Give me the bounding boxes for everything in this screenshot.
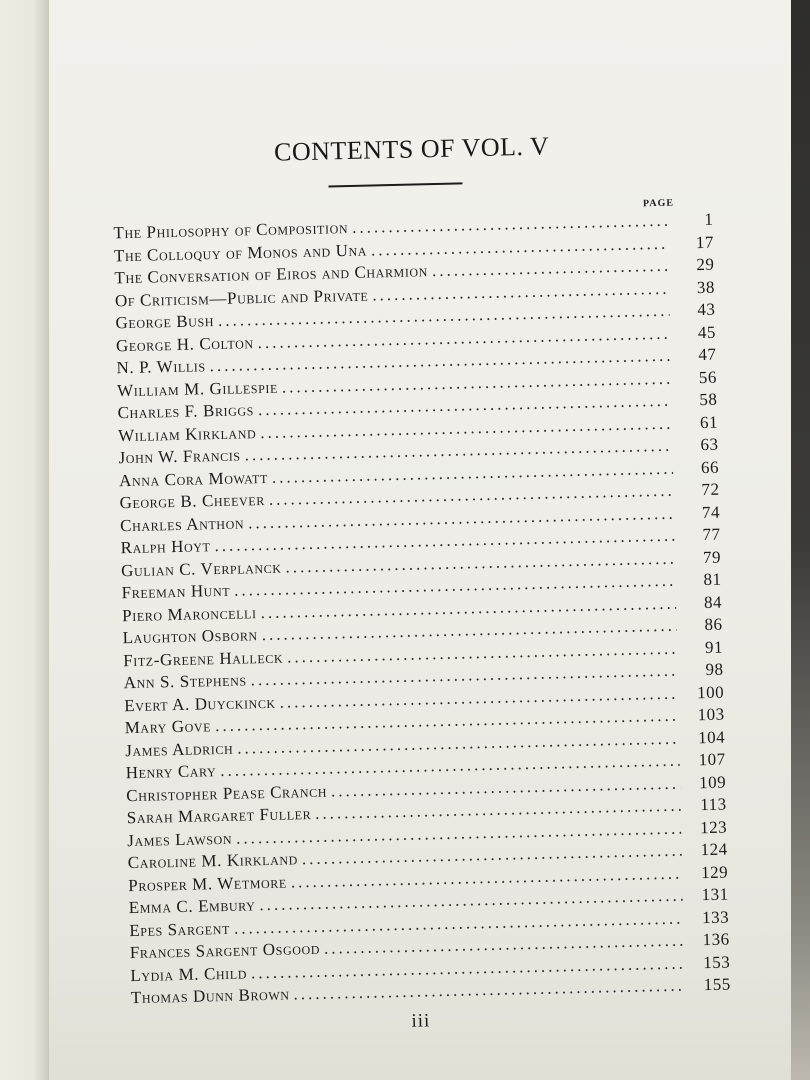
entry-page-number: 56 xyxy=(698,367,718,387)
entry-title: Anna Cora Mowatt xyxy=(118,467,269,490)
entry-title: Charles Anthon xyxy=(119,512,245,535)
entry-title: George B. Cheever xyxy=(119,489,266,513)
entry-title: The Colloquy of Monos and Una xyxy=(113,240,368,265)
entry-page-number: 133 xyxy=(701,907,730,927)
entry-page-number: 131 xyxy=(701,884,729,905)
entry-page-number: 91 xyxy=(704,637,724,657)
entry-title: William Kirkland xyxy=(117,422,257,445)
entry-title: William M. Gillespie xyxy=(116,377,279,400)
entry-title: Ralph Hoyt xyxy=(120,536,211,558)
entry-title: Piero Maroncelli xyxy=(121,602,257,625)
entry-title: Sarah Margaret Fuller xyxy=(126,804,312,828)
page-content xyxy=(108,0,732,1080)
entry-page-number: 45 xyxy=(697,322,717,342)
entry-title: John W. Francis xyxy=(118,445,241,468)
page-column-header: PAGE xyxy=(642,197,675,210)
entry-page-number: 58 xyxy=(699,389,718,410)
page-title: CONTENTS OF VOL. V xyxy=(273,131,550,167)
entry-title: George H. Colton xyxy=(115,332,254,355)
contents-list xyxy=(113,210,731,1011)
facing-page-edge xyxy=(0,0,48,1080)
entry-title: N. P. Willis xyxy=(116,356,206,378)
entry-page-number: 109 xyxy=(698,772,727,792)
entry-page-number: 124 xyxy=(700,839,728,860)
entry-page-number: 77 xyxy=(702,524,721,545)
entry-title: The Conversation of Eiros and Charmion xyxy=(114,261,429,288)
entry-title: Fitz-Greene Halleck xyxy=(122,647,284,670)
entry-title: Charles F. Briggs xyxy=(117,400,255,423)
entry-page-number: 129 xyxy=(700,862,729,882)
entry-title: Thomas Dunn Brown xyxy=(130,984,290,1008)
entry-page-number: 17 xyxy=(695,232,715,252)
entry-page-number: 72 xyxy=(701,479,720,500)
entry-page-number: 123 xyxy=(699,817,728,837)
entry-page-number: 79 xyxy=(702,547,722,567)
entry-title: Laughton Osborn xyxy=(122,625,258,648)
entry-title: James Lawson xyxy=(127,828,233,850)
entry-title: Frances Sargent Osgood xyxy=(129,938,321,963)
entry-title: Of Criticism—Public and Private xyxy=(114,285,369,310)
entry-title: Mary Gove xyxy=(124,716,212,738)
entry-title: James Aldrich xyxy=(125,738,234,760)
entry-page-number: 104 xyxy=(697,727,726,747)
entry-page-number: 86 xyxy=(704,614,723,635)
entry-title: George Bush xyxy=(115,311,215,333)
entry-title: Henry Cary xyxy=(125,761,217,783)
book-page xyxy=(48,0,791,1080)
entry-page-number: 29 xyxy=(696,254,715,275)
title-rule xyxy=(328,182,462,187)
entry-title: Ann S. Stephens xyxy=(123,670,247,693)
entry-page-number: 113 xyxy=(700,794,727,815)
entry-title: The Philosophy of Composition xyxy=(113,218,349,243)
dot-leader xyxy=(432,256,669,281)
entry-page-number: 66 xyxy=(700,457,720,477)
entry-page-number: 136 xyxy=(702,929,730,950)
entry-page-number: 100 xyxy=(696,682,725,702)
entry-page-number: 103 xyxy=(697,704,725,725)
entry-title: Prosper M. Wetmore xyxy=(128,872,288,895)
entry-page-number: 1 xyxy=(704,209,714,229)
entry-page-number: 43 xyxy=(697,299,716,320)
page-folio: iii xyxy=(411,1010,431,1032)
entry-title: Lydia M. Child xyxy=(130,963,248,985)
entry-page-number: 98 xyxy=(705,659,724,680)
entry-title: Evert A. Duyckinck xyxy=(123,692,276,715)
entry-page-number: 74 xyxy=(701,502,721,522)
entry-page-number: 63 xyxy=(700,434,719,455)
entry-title: Epes Sargent xyxy=(129,918,231,940)
entry-title: Freeman Hunt xyxy=(121,580,231,603)
entry-page-number: 38 xyxy=(696,277,716,297)
entry-page-number: 84 xyxy=(703,592,723,612)
entry-title: Christopher Pease Cranch xyxy=(126,781,328,805)
entry-page-number: 47 xyxy=(698,344,717,365)
entry-title: Caroline M. Kirkland xyxy=(127,849,299,873)
entry-page-number: 81 xyxy=(703,569,722,590)
entry-page-number: 153 xyxy=(702,952,731,972)
entry-page-number: 155 xyxy=(703,974,731,995)
entry-page-number: 107 xyxy=(698,749,726,770)
entry-title: Gulian C. Verplanck xyxy=(120,557,282,580)
entry-title: Emma C. Embury xyxy=(128,895,256,918)
entry-page-number: 61 xyxy=(699,412,719,432)
